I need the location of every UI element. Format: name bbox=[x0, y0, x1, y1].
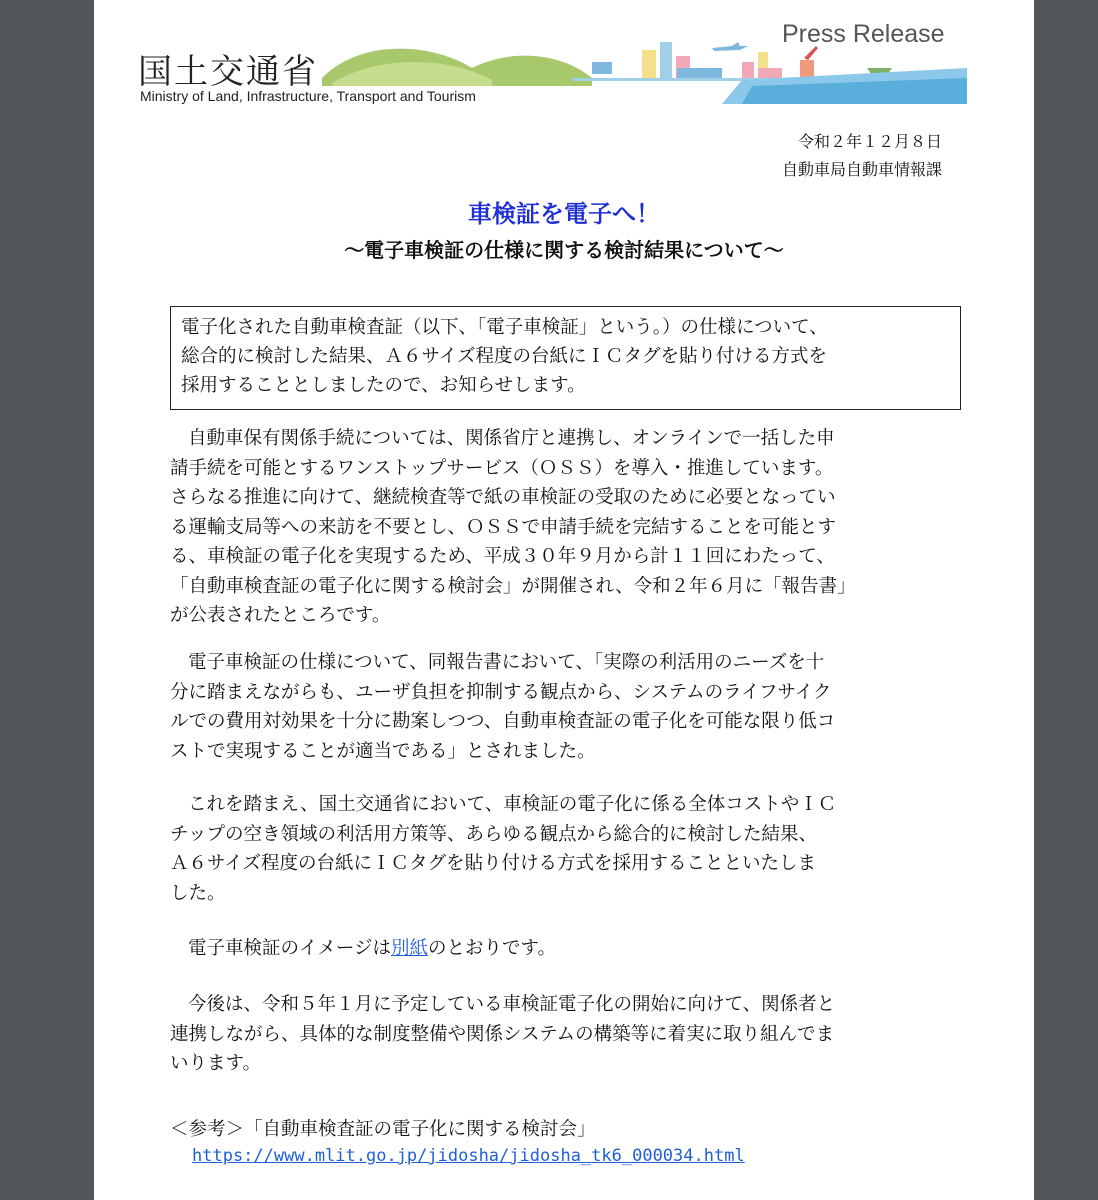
paragraph-line: が公表されたところです。 bbox=[170, 605, 391, 626]
summary-line: 総合的に検討した結果、Ａ６サイズ程度の台紙にＩＣタグを貼り付ける方式を bbox=[181, 346, 828, 367]
paragraph-decision bbox=[170, 790, 970, 908]
paragraph-line: これを踏まえ、国土交通省において、車検証の電子化に係る全体コストやＩＣ bbox=[188, 794, 837, 815]
paragraph-text: 電子車検証のイメージは bbox=[188, 938, 391, 959]
paragraph-line: 請手続を可能とするワンストップサービス（ＯＳＳ）を導入・推進しています。 bbox=[170, 457, 834, 479]
attachment-link[interactable]: 別紙 bbox=[390, 938, 428, 959]
paragraph-line: 今後は、令和５年１月に予定している車検証電子化の開始に向けて、関係者と bbox=[188, 994, 836, 1015]
reference-label: ＜参考＞「自動車検査証の電子化に関する検討会」 bbox=[170, 1119, 596, 1140]
summary-line: 採用することとしましたので、お知らせします。 bbox=[181, 375, 586, 396]
paragraph-line: Ａ６サイズ程度の台紙にＩＣタグを貼り付ける方式を採用することといたしま bbox=[170, 853, 817, 874]
paragraph-background bbox=[170, 424, 970, 631]
paragraph-image-reference bbox=[170, 934, 970, 964]
paragraph-line: 連携しながら、具体的な制度整備や関係システムの構築等に着実に取り組んでま bbox=[170, 1023, 835, 1045]
paragraph-line: ストで実現することが適当である」とされました。 bbox=[170, 740, 596, 762]
paragraph-line: した。 bbox=[170, 882, 226, 904]
summary-line: 電子化された自動車検査証（以下、「電子車検証」という。）の仕様について、 bbox=[181, 317, 828, 338]
document-subtitle: ～電子車検証の仕様に関する検討結果について～ bbox=[344, 238, 784, 262]
ministry-english-name: Ministry of Land, Infrastructure, Transport and Tourism bbox=[140, 88, 476, 104]
issuing-department: 自動車局自動車情報課 bbox=[781, 160, 942, 179]
reference-url-link[interactable]: https://www.mlit.go.jp/jidosha/jidosha_tk6_000034.html bbox=[192, 1146, 745, 1166]
summary-box bbox=[170, 306, 961, 410]
paragraph-line: 電子車検証の仕様について、同報告書において、「実際の利活用のニーズを十 bbox=[188, 652, 825, 673]
paragraph-future-plans bbox=[170, 990, 970, 1079]
paragraph-text: のとおりです。 bbox=[427, 938, 556, 959]
paragraph-line: さらなる推進に向けて、継続検査等で紙の車検証の受取のために必要となってい bbox=[170, 487, 836, 508]
paragraph-line: 「自動車検査証の電子化に関する検討会」が開催され、令和２年６月に「報告書」 bbox=[170, 575, 856, 597]
paragraph-line: る、車検証の電子化を実現するため、平成３０年９月から計１１回にわたって、 bbox=[170, 546, 835, 567]
press-release-label: Press Release bbox=[782, 20, 945, 48]
ministry-logo-text: 国土交通省 bbox=[138, 52, 318, 92]
paragraph-line: 分に踏まえながらも、ユーザ負担を抑制する観点から、システムのライフサイク bbox=[170, 681, 832, 703]
paragraph-line: いります。 bbox=[170, 1053, 262, 1074]
paragraph-line: る運輸支局等への来訪を不要とし、ＯＳＳで申請手続を完結することを可能とす bbox=[170, 516, 837, 538]
paragraph-report-findings bbox=[170, 648, 970, 766]
document-title: 車検証を電子へ！ bbox=[468, 200, 660, 228]
issue-info bbox=[782, 128, 942, 184]
paragraph-line: ルでの費用対効果を十分に勘案しつつ、自動車検査証の電子化を可能な限り低コ bbox=[170, 711, 836, 732]
paragraph-line: チップの空き領域の利活用方策等、あらゆる観点から総合的に検討した結果、 bbox=[170, 823, 817, 845]
issue-date: 令和２年１２月８日 bbox=[797, 132, 942, 151]
paragraph-line bbox=[170, 934, 970, 964]
paragraph-line: 自動車保有関係手続については、関係省庁と連携し、オンラインで一括した申 bbox=[188, 428, 835, 449]
ministry-banner-illustration bbox=[322, 38, 967, 108]
document-page bbox=[94, 0, 1034, 1200]
